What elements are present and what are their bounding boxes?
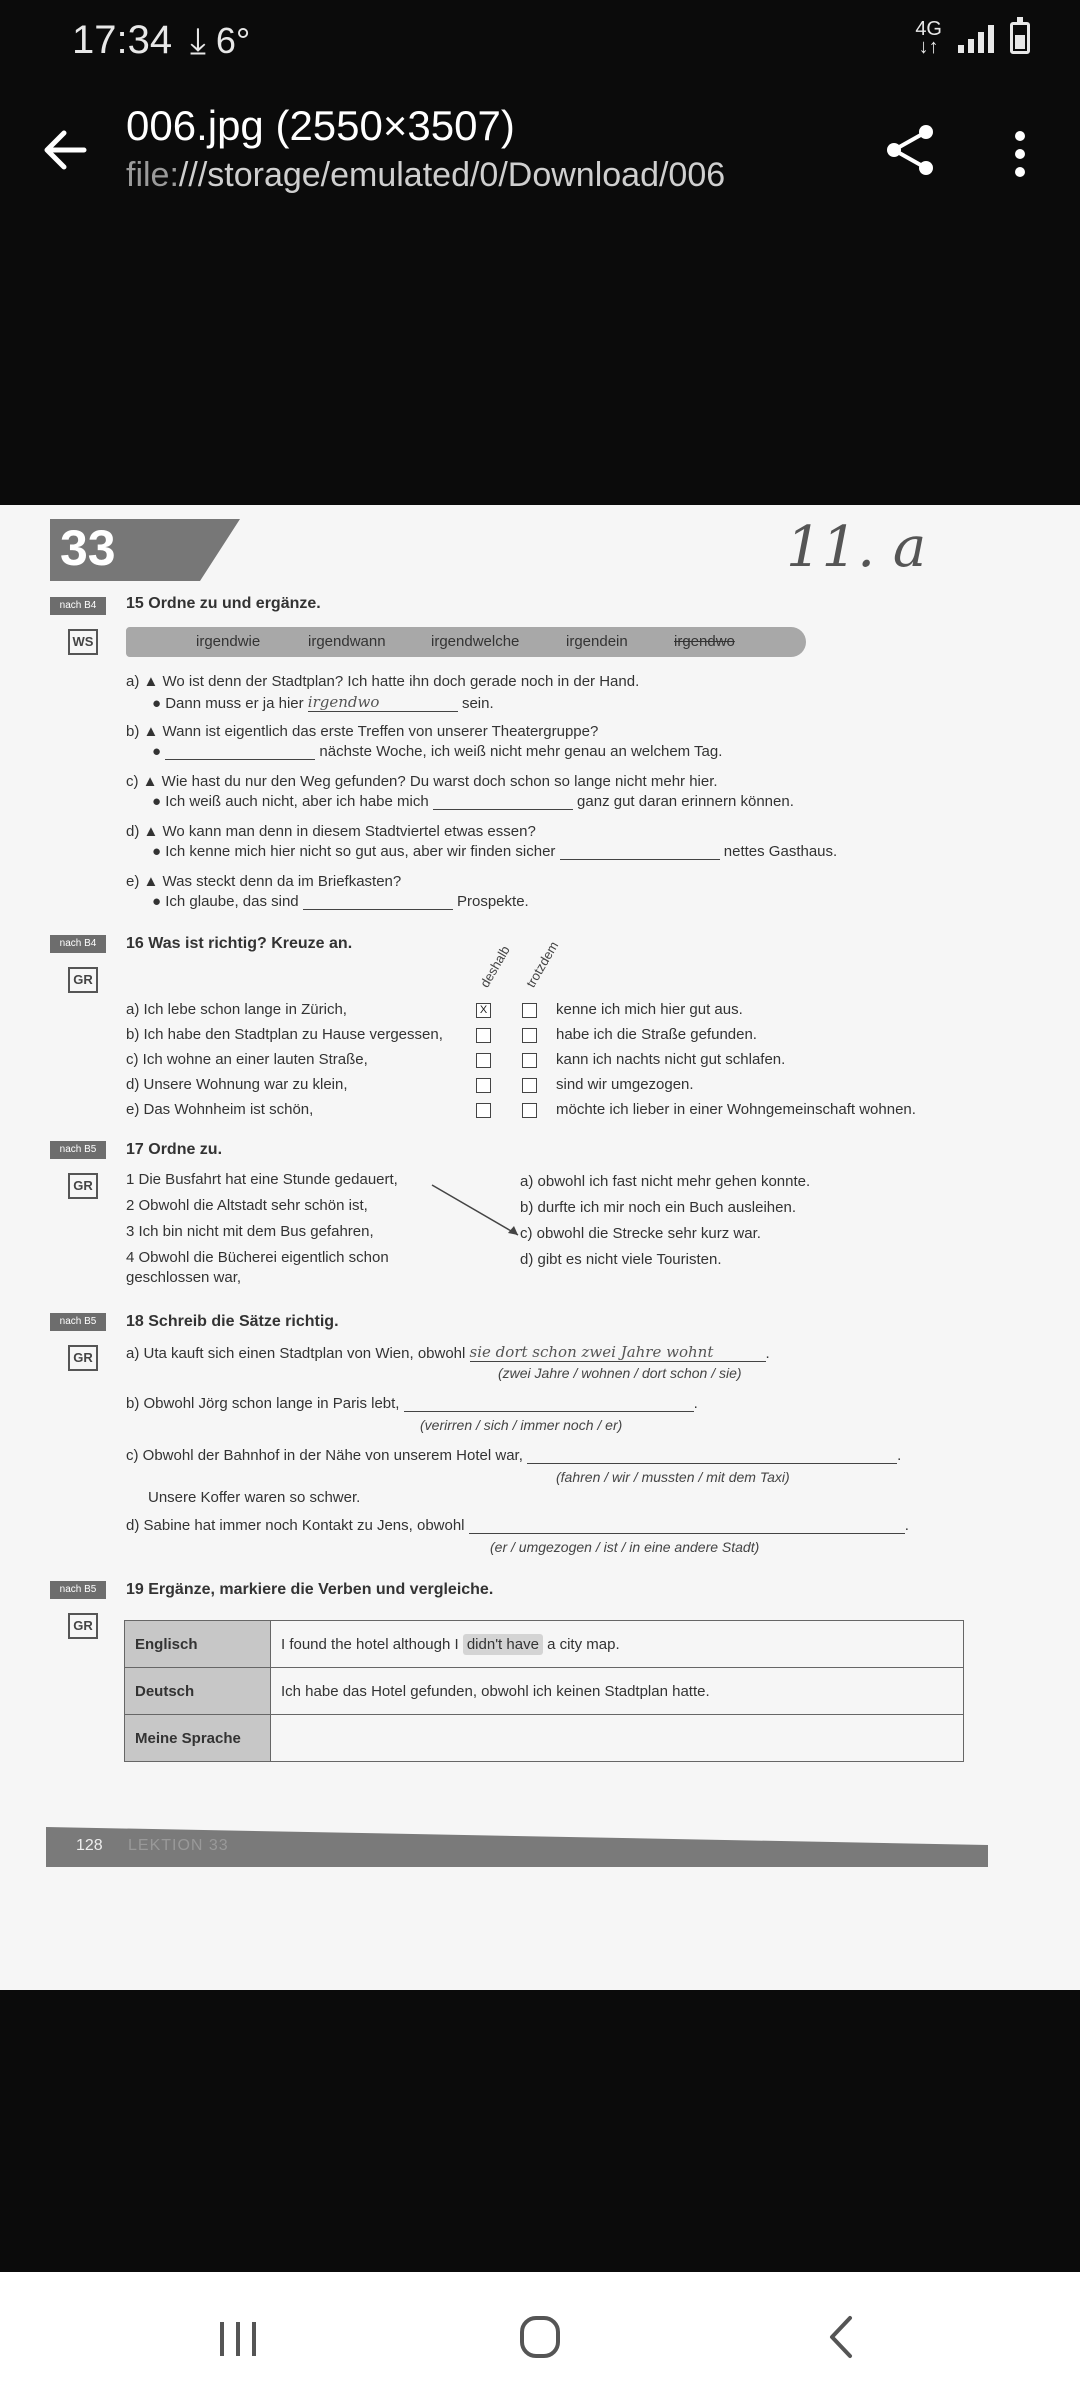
ex16-title: 16 Was ist richtig? Kreuze an. [126,935,353,952]
word-bank-item: irgendwann [308,633,386,650]
handwritten-note: 11. a [786,515,927,580]
app-top-bar [0,90,1080,220]
more-vert-icon[interactable] [1000,124,1040,184]
ex17-right-a: a) obwohl ich fast nicht mehr gehen konnte. [520,1173,811,1190]
ex16-badge: GR [68,967,98,993]
ex15-e-question: e) ▲ Was steckt denn da im Briefkasten? [126,873,402,890]
ex15-b-question: b) ▲ Wann ist eigentlich das erste Treffen von unserer Theatergruppe? [126,723,599,740]
download-icon: ⤓ 6° [190,20,251,61]
ex16-tag: nach B4 [50,935,106,953]
ex18-title: 18 Schreib die Sätze richtig. [126,1313,339,1330]
home-icon[interactable] [500,2302,580,2372]
ex17-left-1: 1 Die Busfahrt hat eine Stunde gedauert, [126,1171,398,1188]
ex15-c-answer: ● Ich weiß auch nicht, aber ich habe mich ganz gut daran erinnern können. [152,793,794,810]
share-icon[interactable] [880,120,940,180]
ex19-tag: nach B5 [50,1581,106,1599]
ex15-tag: nach B4 [50,597,106,615]
ex18-badge: GR [68,1345,98,1371]
lesson-number: 33 [60,520,116,576]
table-row [125,1715,964,1762]
checkbox[interactable] [476,1103,491,1118]
status-right [915,20,1030,56]
checkbox[interactable] [522,1003,537,1018]
word-bank-item: irgendwelche [431,633,520,650]
row-label: Meine Sprache [125,1715,271,1762]
signal-icon [958,23,994,53]
row-value: I found the hotel although I didn't have a city map. [271,1621,964,1668]
document-image[interactable] [0,505,1080,1990]
ex16-right-e: möchte ich lieber in einer Wohngemeinschaft wohnen. [556,1101,916,1118]
comparison-table [124,1620,964,1762]
ex15-a-answer: ● Dann muss er ja hier irgendwo sein. [152,693,494,712]
back-nav-icon[interactable] [802,2302,882,2372]
ex16-left-c: c) Ich wohne an einer lauten Straße, [126,1051,368,1068]
col-trotzdem: trotzdem [523,938,562,990]
word-bank-item: irgendwo [674,633,735,650]
ex17-right-c: c) obwohl die Strecke sehr kurz war. [520,1225,761,1242]
checkbox[interactable] [476,1053,491,1068]
ex15-d-answer: ● Ich kenne mich hier nicht so gut aus, aber wir finden sicher nettes Gasthaus. [152,843,838,860]
ex18-c-hint: (fahren / wir / mussten / mit dem Taxi) [556,1469,790,1485]
ex16-right-d: sind wir umgezogen. [556,1076,694,1093]
arrow-left-icon[interactable] [36,120,96,180]
ex16-left-e: e) Das Wohnheim ist schön, [126,1101,314,1118]
checkbox[interactable] [522,1103,537,1118]
system-nav-bar [0,2272,1080,2400]
checkbox[interactable] [522,1053,537,1068]
ex17-left-2: 2 Obwohl die Altstadt sehr schön ist, [126,1197,368,1214]
checkbox[interactable] [522,1078,537,1093]
status-time: 17:34 [72,18,173,62]
match-arrow [428,1181,528,1241]
ex17-right-d: d) gibt es nicht viele Touristen. [520,1251,722,1268]
ex17-right-b: b) durfte ich mir noch ein Buch ausleihen. [520,1199,796,1216]
ex18-d: d) Sabine hat immer noch Kontakt zu Jens, obwohl . [126,1517,909,1534]
checkbox[interactable] [522,1028,537,1043]
ex16-left-b: b) Ich habe den Stadtplan zu Hause vergessen, [126,1026,443,1043]
page-number: 128 [76,1837,103,1854]
ex17-title: 17 Ordne zu. [126,1141,223,1158]
status-bar [0,0,1080,80]
word-bank [126,627,806,657]
ex18-a-hint: (zwei Jahre / wohnen / dort schon / sie) [498,1365,742,1381]
checkbox-checked[interactable]: X [476,1003,491,1018]
ex19-badge: GR [68,1613,98,1639]
ex18-b-hint: (verirren / sich / immer noch / er) [420,1417,623,1433]
ex15-b-answer: ● nächste Woche, ich weiß nicht mehr genau an welchem Tag. [152,743,723,760]
ex17-left-3: 3 Ich bin nicht mit dem Bus gefahren, [126,1223,374,1240]
recent-apps-icon[interactable] [198,2302,278,2372]
ex15-c-question: c) ▲ Wie hast du nur den Weg gefunden? Du warst doch schon so lange nicht mehr hier. [126,773,718,790]
lesson-footer: LEKTION 33 [128,1837,229,1854]
ex15-a-question: a) ▲ Wo ist denn der Stadtplan? Ich hatte ihn doch gerade noch in der Hand. [126,673,640,690]
ex16-left-d: d) Unsere Wohnung war zu klein, [126,1076,348,1093]
ex17-tag: nach B5 [50,1141,106,1159]
ex16-right-a: kenne ich mich hier gut aus. [556,1001,743,1018]
checkbox[interactable] [476,1028,491,1043]
ex16-left-a: a) Ich lebe schon lange in Zürich, [126,1001,347,1018]
ex18-c: c) Obwohl der Bahnhof in der Nähe von unserem Hotel war, . [126,1447,902,1464]
col-deshalb: deshalb [477,943,513,990]
ex16-right-c: kann ich nachts nicht gut schlafen. [556,1051,786,1068]
ex17-left-4: 4 Obwohl die Bücherei eigentlich schon [126,1249,389,1266]
ex18-b: b) Obwohl Jörg schon lange in Paris lebt, . [126,1395,698,1412]
file-title: 006.jpg (2550×3507) [126,102,515,149]
ex18-d-hint: (er / umgezogen / ist / in eine andere Stadt) [490,1539,760,1555]
row-value: Ich habe das Hotel gefunden, obwohl ich keinen Stadtplan hatte. [271,1668,964,1715]
file-path: file:///storage/emulated/0/Download/006 [126,156,726,194]
ex17-left-4b: geschlossen war, [126,1269,242,1286]
ex18-a: a) Uta kauft sich einen Stadtplan von Wien, obwohl sie dort schon zwei Jahre wohnt . [126,1343,770,1362]
ex15-badge: WS [68,629,98,655]
checkbox[interactable] [476,1078,491,1093]
ex16-right-b: habe ich die Straße gefunden. [556,1026,757,1043]
ex15-title: 15 Ordne zu und ergänze. [126,595,321,612]
word-bank-item: irgendwie [196,633,261,650]
word-bank-item: irgendein [566,633,628,650]
ex15-d-question: d) ▲ Wo kann man denn in diesem Stadtviertel etwas essen? [126,823,536,840]
battery-icon [1010,22,1030,54]
row-label: Englisch [125,1621,271,1668]
row-value [271,1715,964,1762]
ex18-tag: nach B5 [50,1313,106,1331]
table-row [125,1668,964,1715]
ex18-c-second: Unsere Koffer waren so schwer. [148,1489,361,1506]
table-row [125,1621,964,1668]
ex17-badge: GR [68,1173,98,1199]
ex15-e-answer: ● Ich glaube, das sind Prospekte. [152,893,529,910]
network-indicator: 4G ↓↑ [915,18,942,58]
row-label: Deutsch [125,1668,271,1715]
ex19-title: 19 Ergänze, markiere die Verben und vergleiche. [126,1581,494,1598]
